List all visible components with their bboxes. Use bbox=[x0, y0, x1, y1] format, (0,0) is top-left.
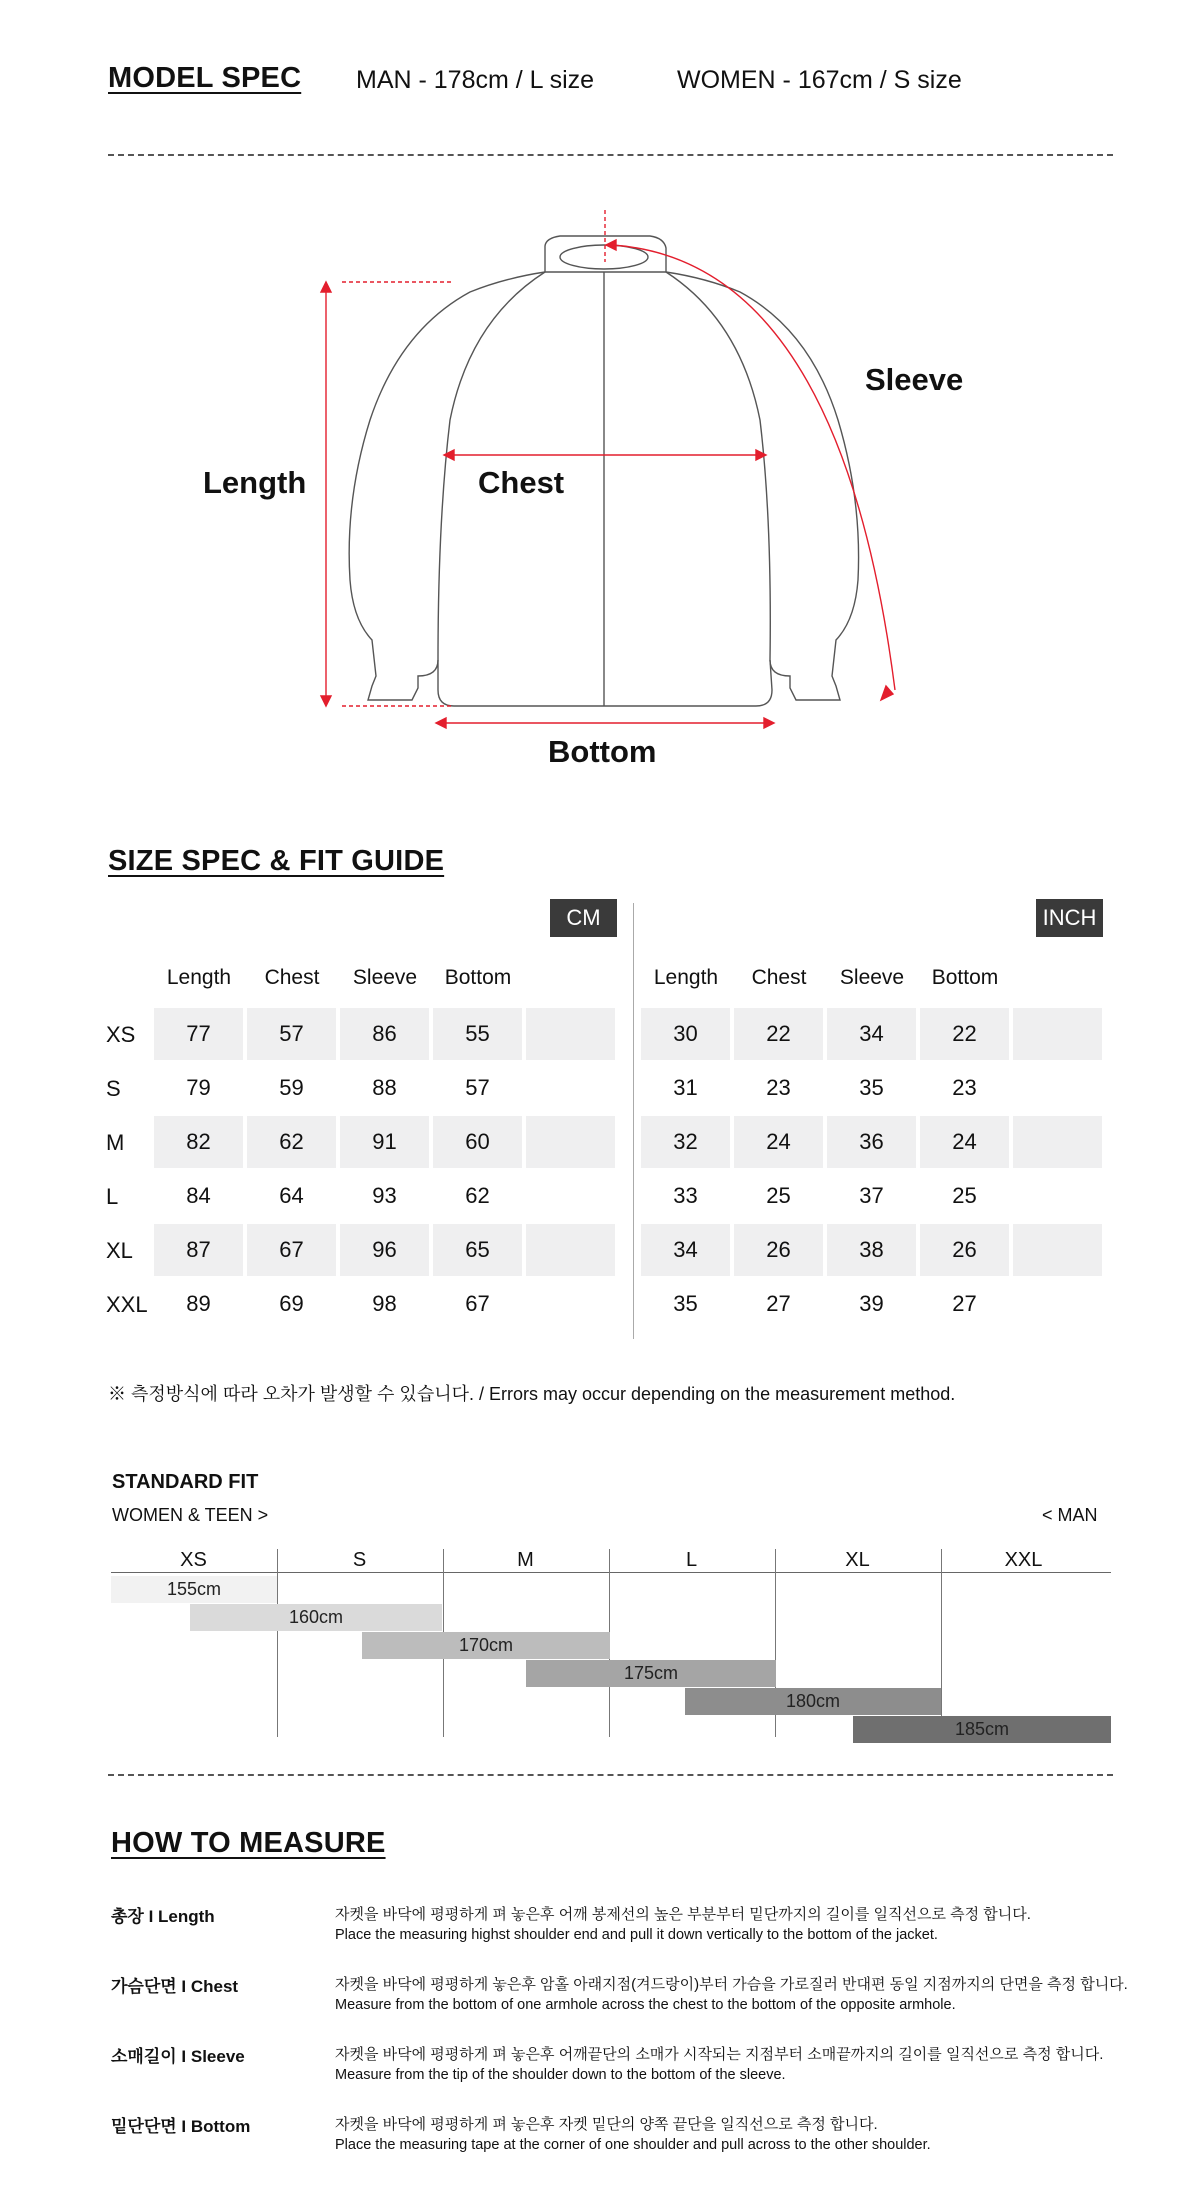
measure-item-korean: 자켓을 바닥에 평평하게 펴 놓은후 어깨끝단의 소매가 시작되는 지점부터 소매끝까지의 길이를 일직선으로 측정 합니다. bbox=[335, 2046, 1104, 2063]
size-cell-inch: 27 bbox=[766, 1291, 791, 1316]
diagram-label-sleeve: Sleeve bbox=[865, 362, 964, 397]
size-cell-cm: 59 bbox=[279, 1075, 304, 1100]
measurement-note: ※ 측정방식에 따라 오차가 발생할 수 있습니다. / Errors may occur depending on the measurement method. bbox=[108, 1384, 956, 1404]
size-cell-inch bbox=[1013, 1116, 1102, 1168]
size-cell-cm bbox=[526, 1170, 615, 1222]
size-cell-inch bbox=[1013, 1278, 1102, 1330]
size-cell-inch: 34 bbox=[641, 1224, 730, 1276]
fit-height-bar: 160cm bbox=[190, 1604, 442, 1631]
size-cell-inch bbox=[1013, 1224, 1102, 1276]
size-cell-cm: 88 bbox=[372, 1075, 397, 1100]
fit-height-bar: 175cm bbox=[526, 1660, 776, 1687]
size-cell-cm bbox=[526, 1008, 615, 1060]
size-cell-inch: 33 bbox=[673, 1183, 698, 1208]
fit-right-label: < MAN bbox=[1042, 1505, 1098, 1525]
size-cell-cm: 67 bbox=[465, 1291, 490, 1316]
unit-badge-cm: CM bbox=[550, 899, 617, 937]
fit-title: STANDARD FIT bbox=[112, 1471, 259, 1493]
fit-size-label: M bbox=[517, 1549, 534, 1571]
measure-item-label: 가슴단면 I Chest bbox=[111, 1977, 239, 1996]
measure-item-label: 총장 I Length bbox=[111, 1907, 215, 1926]
fit-header-line bbox=[111, 1572, 1111, 1573]
size-cell-cm: 79 bbox=[186, 1075, 211, 1100]
size-cell-inch: 27 bbox=[952, 1291, 977, 1316]
size-cell-cm: 87 bbox=[154, 1224, 243, 1276]
diagram-label-chest: Chest bbox=[478, 465, 565, 500]
size-cell-inch bbox=[1013, 1008, 1102, 1060]
diagram-label-length: Length bbox=[203, 465, 307, 500]
size-cell-cm bbox=[526, 1224, 615, 1276]
size-cell-cm: 60 bbox=[433, 1116, 522, 1168]
size-cell-cm: 69 bbox=[279, 1291, 304, 1316]
unit-badge-inch: INCH bbox=[1036, 899, 1103, 937]
column-header-inch: Sleeve bbox=[839, 966, 905, 989]
size-cell-inch: 35 bbox=[859, 1075, 884, 1100]
size-cell-cm: 98 bbox=[372, 1291, 397, 1316]
column-header-cm: Length bbox=[166, 966, 232, 989]
size-cell-inch: 23 bbox=[766, 1075, 791, 1100]
size-cell-cm: 86 bbox=[340, 1008, 429, 1060]
size-cell-inch: 23 bbox=[952, 1075, 977, 1100]
measure-item-english: Measure from the tip of the shoulder down to the bottom of the sleeve. bbox=[335, 2067, 786, 2083]
size-cell-inch: 30 bbox=[641, 1008, 730, 1060]
size-cell-inch: 36 bbox=[827, 1116, 916, 1168]
measure-item-english: Measure from the bottom of one armhole across the chest to the bottom of the opposite armhole. bbox=[335, 1997, 956, 2013]
measure-item-english: Place the measuring tape at the corner of one shoulder and pull across to the other shoulder. bbox=[335, 2137, 931, 2153]
column-header-inch: Length bbox=[653, 966, 719, 989]
size-cell-cm: 62 bbox=[247, 1116, 336, 1168]
size-cell-inch: 24 bbox=[920, 1116, 1009, 1168]
model-spec-man: MAN - 178cm / L size bbox=[356, 66, 595, 94]
fit-size-label: L bbox=[685, 1549, 698, 1571]
size-cell-cm bbox=[526, 1062, 615, 1114]
size-cell-inch bbox=[1013, 1062, 1102, 1114]
size-row-label: XL bbox=[106, 1238, 133, 1263]
size-cell-cm: 62 bbox=[465, 1183, 490, 1208]
measure-item-korean: 자켓을 바닥에 평평하게 펴 놓은후 어깨 봉제선의 높은 부분부터 밑단까지의 길이를 일직선으로 측정 합니다. bbox=[335, 1906, 1031, 1923]
fit-height-bar: 185cm bbox=[853, 1716, 1111, 1743]
jacket-outline bbox=[349, 236, 858, 706]
table-separator bbox=[633, 903, 634, 1339]
column-header-cm: Bottom bbox=[444, 966, 512, 989]
size-row-label: M bbox=[106, 1130, 125, 1155]
fit-height-bar: 155cm bbox=[111, 1576, 277, 1603]
size-row-label: XXL bbox=[106, 1292, 148, 1317]
size-cell-inch: 22 bbox=[920, 1008, 1009, 1060]
size-cell-inch: 25 bbox=[952, 1183, 977, 1208]
size-cell-inch: 22 bbox=[734, 1008, 823, 1060]
fit-size-label: XL bbox=[845, 1549, 870, 1571]
size-cell-inch: 34 bbox=[827, 1008, 916, 1060]
jacket-diagram bbox=[0, 0, 1200, 800]
size-cell-inch: 26 bbox=[920, 1224, 1009, 1276]
size-cell-cm: 77 bbox=[154, 1008, 243, 1060]
size-cell-cm: 89 bbox=[186, 1291, 211, 1316]
column-header-cm: Sleeve bbox=[352, 966, 418, 989]
size-cell-inch: 37 bbox=[859, 1183, 884, 1208]
size-cell-cm: 65 bbox=[433, 1224, 522, 1276]
model-spec-title: MODEL SPEC bbox=[108, 62, 302, 94]
size-cell-inch bbox=[1013, 1170, 1102, 1222]
size-row-label: S bbox=[106, 1076, 121, 1101]
size-spec-title: SIZE SPEC & FIT GUIDE bbox=[108, 845, 445, 877]
size-row-label: L bbox=[106, 1184, 119, 1209]
divider bbox=[108, 1774, 1113, 1776]
size-cell-inch: 25 bbox=[766, 1183, 791, 1208]
size-cell-cm bbox=[526, 1278, 615, 1330]
measure-item-label: 밑단단면 I Bottom bbox=[111, 2117, 251, 2136]
size-cell-inch: 39 bbox=[859, 1291, 884, 1316]
size-cell-cm: 55 bbox=[433, 1008, 522, 1060]
size-cell-inch: 32 bbox=[641, 1116, 730, 1168]
size-cell-cm: 67 bbox=[247, 1224, 336, 1276]
size-cell-inch: 35 bbox=[673, 1291, 698, 1316]
fit-left-label: WOMEN & TEEN > bbox=[112, 1505, 269, 1525]
size-cell-inch: 24 bbox=[734, 1116, 823, 1168]
size-cell-inch: 38 bbox=[827, 1224, 916, 1276]
diagram-label-bottom: Bottom bbox=[548, 734, 657, 769]
fit-column-line bbox=[277, 1549, 278, 1737]
size-cell-inch: 31 bbox=[673, 1075, 698, 1100]
size-row-label: XS bbox=[106, 1022, 136, 1047]
size-cell-cm: 64 bbox=[279, 1183, 304, 1208]
fit-size-label: XS bbox=[180, 1549, 207, 1571]
measure-item-english: Place the measuring highst shoulder end and pull it down vertically to the bottom of the jacket. bbox=[335, 1927, 938, 1943]
size-cell-cm: 82 bbox=[154, 1116, 243, 1168]
size-cell-cm: 91 bbox=[340, 1116, 429, 1168]
size-cell-cm bbox=[526, 1116, 615, 1168]
column-header-inch: Chest bbox=[751, 966, 807, 989]
measure-item-korean: 자켓을 바닥에 평평하게 펴 놓은후 자켓 밑단의 양쪽 끝단을 일직선으로 측정 합니다. bbox=[335, 2116, 878, 2133]
size-cell-inch: 26 bbox=[734, 1224, 823, 1276]
size-cell-cm: 57 bbox=[465, 1075, 490, 1100]
size-cell-cm: 84 bbox=[186, 1183, 211, 1208]
size-cell-cm: 57 bbox=[247, 1008, 336, 1060]
column-header-cm: Chest bbox=[264, 966, 320, 989]
measure-lines bbox=[321, 210, 895, 728]
size-cell-cm: 93 bbox=[372, 1183, 397, 1208]
fit-size-label: S bbox=[352, 1549, 367, 1571]
fit-height-bar: 170cm bbox=[362, 1632, 610, 1659]
fit-height-bar: 180cm bbox=[685, 1688, 941, 1715]
measure-item-korean: 자켓을 바닥에 평평하게 놓은후 암홀 아래지점(겨드랑이)부터 가슴을 가로질러 반대편 동일 지점까지의 단면을 측정 합니다. bbox=[335, 1976, 1128, 1993]
size-cell-cm: 96 bbox=[340, 1224, 429, 1276]
fit-size-label: XXL bbox=[1004, 1549, 1043, 1571]
measure-item-label: 소매길이 I Sleeve bbox=[111, 2047, 245, 2066]
how-to-measure-title: HOW TO MEASURE bbox=[111, 1827, 386, 1859]
column-header-inch: Bottom bbox=[931, 966, 999, 989]
fit-column-line bbox=[941, 1549, 942, 1737]
model-spec-women: WOMEN - 167cm / S size bbox=[677, 66, 962, 94]
